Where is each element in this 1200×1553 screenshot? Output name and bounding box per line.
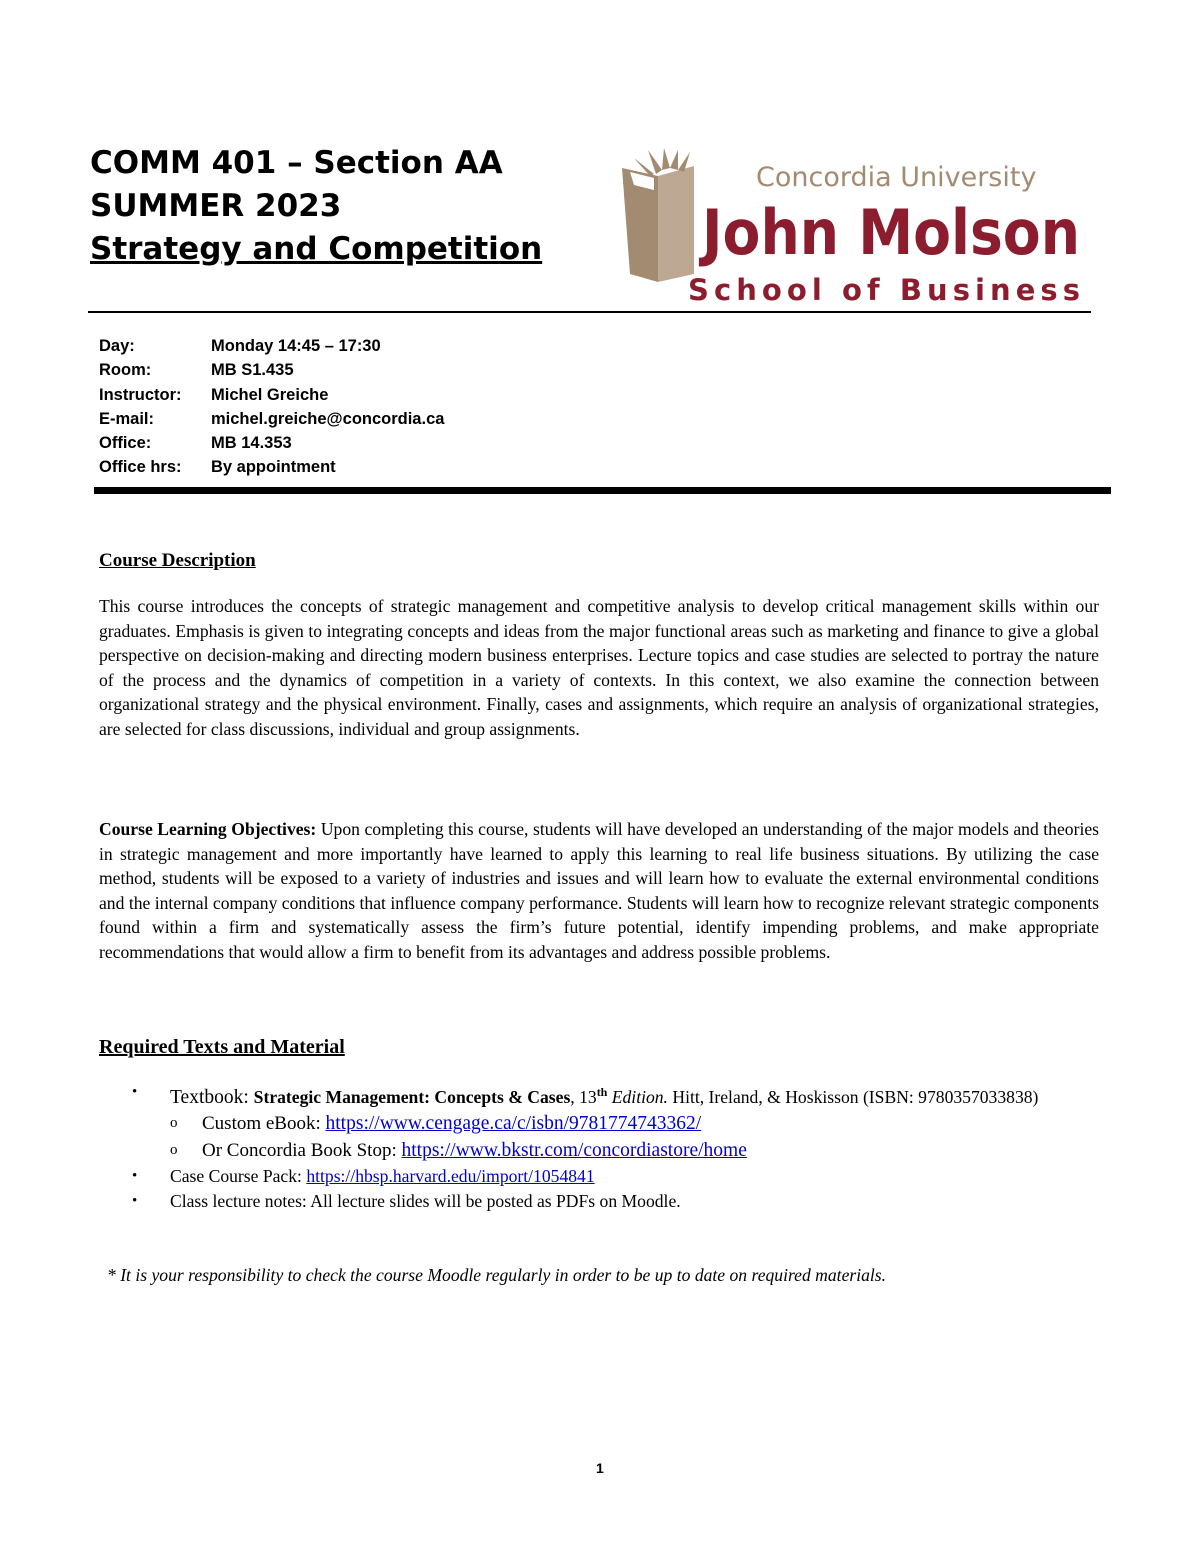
list-item-ebook	[170, 1110, 1102, 1137]
learning-objectives	[99, 817, 1099, 965]
bullet-icon: •	[132, 1192, 138, 1209]
textbook-edition-number: , 13	[570, 1086, 597, 1107]
ebook-link[interactable]: https://www.cengage.ca/c/isbn/9781774743362/	[325, 1112, 702, 1134]
course-title-block	[90, 142, 542, 271]
course-name: Strategy and Competition	[90, 231, 543, 267]
bookstop-text	[202, 1137, 747, 1164]
sub-bullet-icon: o	[170, 1114, 178, 1131]
casepack-prefix: Case Course Pack:	[170, 1165, 307, 1186]
page-number: 1	[596, 1460, 604, 1476]
bookstop-prefix: Or Concordia Book Stop:	[202, 1139, 402, 1161]
textbook-edition-suffix: th	[596, 1085, 608, 1099]
textbook-prefix: Textbook:	[170, 1086, 254, 1108]
info-row-day	[99, 334, 444, 358]
info-value: Monday 14:45 – 17:30	[211, 337, 381, 355]
required-texts-list	[132, 1080, 1102, 1214]
textbook-authors: Hitt, Ireland, & Hoskisson (ISBN: 9780357033838)	[667, 1086, 1039, 1107]
course-description-text: This course introduces the concepts of strategic management and competitive analysis to develop critical management skills within our graduates. Emphasis is given to integrating concepts and ideas from the major functional areas such as marketing and finance to give a global perspective on decision-making and directing modern business enterprises. Lecture topics and case studies are selected to portray the nature of the process and the dynamics of competition in a variety of contexts. In this context, we also examine the connection between organizational strategy and the physical environment. Finally, cases and assignments, which require an analysis of organizational strategies, are selected for class discussions, individual and group assignments.	[99, 596, 1099, 739]
moodle-note: * It is your responsibility to check the course Moodle regularly in order to be up to date on required materials.	[107, 1265, 887, 1285]
bullet-icon: •	[132, 1084, 138, 1100]
info-divider	[94, 487, 1111, 494]
bullet-icon: •	[132, 1167, 138, 1184]
textbook-edition: Edition.	[607, 1086, 668, 1107]
info-label: Office hrs:	[99, 458, 182, 477]
info-value: MB 14.353	[211, 434, 292, 453]
logo-text-school: School of Business	[688, 273, 1080, 307]
course-code: COMM 401 – Section AA	[90, 145, 503, 181]
list-item-casepack	[132, 1164, 1102, 1189]
list-item-bookstop	[170, 1137, 1102, 1164]
bookstop-link[interactable]: https://www.bkstr.com/concordiastore/home	[401, 1139, 747, 1161]
info-label: Instructor:	[99, 385, 182, 404]
info-value: Michel Greiche	[211, 385, 329, 404]
info-row-office	[99, 431, 444, 455]
info-label: Day:	[99, 337, 135, 355]
info-row-email	[99, 407, 444, 431]
ebook-prefix: Custom eBook:	[202, 1112, 326, 1134]
logo-text-concordia: Concordia University	[756, 162, 1037, 193]
required-texts-heading: Required Texts and Material	[99, 1036, 345, 1058]
info-value: MB S1.435	[211, 361, 294, 380]
info-label: E-mail:	[99, 409, 155, 428]
textbook-title: Strategic Management: Concepts & Cases	[253, 1086, 571, 1107]
learning-objectives-label: Course Learning Objectives:	[99, 819, 317, 839]
info-value: michel.greiche@concordia.ca	[211, 409, 445, 428]
casepack-link[interactable]: https://hbsp.harvard.edu/import/1054841	[306, 1165, 595, 1186]
course-description-heading: Course Description	[99, 550, 256, 571]
jmsb-logo	[618, 148, 1088, 308]
info-label: Room:	[99, 361, 152, 380]
logo-emblem	[622, 148, 694, 282]
header-divider	[88, 311, 1091, 313]
lecture-notes-text: Class lecture notes: All lecture slides will be posted as PDFs on Moodle.	[170, 1190, 681, 1211]
info-label: Office:	[99, 434, 152, 453]
textbook-text	[170, 1080, 1102, 1110]
info-row-room	[99, 358, 444, 382]
casepack-text	[170, 1164, 1102, 1189]
course-term: SUMMER 2023	[90, 188, 342, 224]
info-value: By appointment	[211, 458, 336, 477]
learning-objectives-text: Upon completing this course, students will have developed an understanding of the major models and theories in strategic management and more importantly have learned to apply this learning to real life business situations. By utilizing the case method, students will be exposed to a variety of industries and issues and will learn how to evaluate the external environmental conditions and the internal company conditions that influence company performance. Students will learn how to recognize relevant strategic components found within a firm and systematically assess the firm’s future potential, identify impending problems, and make appropriate recommendations that would allow a firm to benefit from its advantages and address possible problems.	[99, 819, 1099, 962]
ebook-text	[202, 1110, 701, 1137]
course-info	[99, 334, 444, 480]
sub-bullet-icon: o	[170, 1141, 178, 1158]
logo-text-john-molson: John Molson	[698, 196, 1080, 269]
list-item-textbook	[132, 1080, 1102, 1110]
list-item-lecture-notes	[132, 1189, 1102, 1214]
info-row-office-hours	[99, 455, 444, 479]
info-row-instructor	[99, 383, 444, 407]
